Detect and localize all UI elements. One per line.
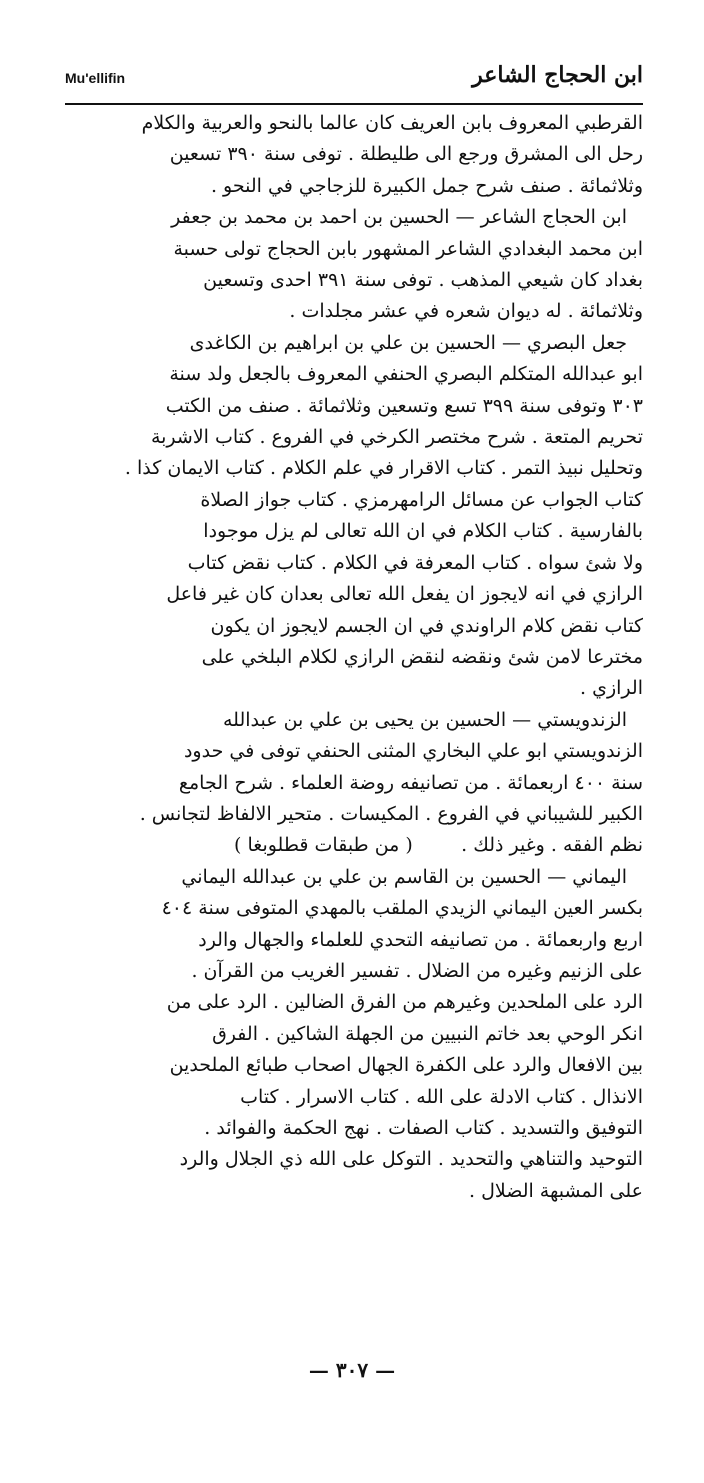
text-line: تحريم المتعة . شرح مختصر الكرخي في الفروع . كتاب الاشربة <box>150 426 643 449</box>
header-rule <box>65 103 643 105</box>
text-line: بغداد كان شيعي المذهب . توفى سنة ٣٩١ احدى وتسعين <box>203 269 643 292</box>
text-line: ولا شئ سواه . كتاب المعرفة في الكلام . كتاب نقض كتاب <box>187 551 643 574</box>
text-line: الانذال . كتاب الادلة على الله . كتاب الاسرار . كتاب <box>240 1085 643 1108</box>
header-transliteration: Mu'ellifin <box>65 70 126 86</box>
text-line: بين الافعال والرد على الكفرة الجهال اصحاب طبائع الملحدين <box>169 1054 643 1077</box>
text-line: التوفيق والتسديد . كتاب الصفات . نهج الحكمة والفوائد . <box>204 1117 643 1139</box>
running-header <box>65 60 643 100</box>
text-line: الزندويستي ابو علي البخاري المثنى الحنفي توفى في حدود <box>183 740 643 763</box>
body-text <box>65 108 643 1207</box>
text-line: ابو عبدالله المتكلم البصري الحنفي المعروف بالجعل ولد سنة <box>169 363 643 386</box>
entry-heading-line: جعل البصري — الحسين بن علي بن ابراهيم بن الكاغدى <box>189 331 627 354</box>
text-line: سنة ٤٠٠ اربعمائة . من تصانيفه روضة العلماء . شرح الجامع <box>178 771 643 794</box>
text-line: الرد على الملحدين وغيرهم من الفرق الضالين . الرد على من <box>166 991 643 1014</box>
text-line: الكبير للشيباني في الفروع . المكيسات . متحير الالفاظ لتجانس . <box>139 802 643 825</box>
text-line: القرطبي المعروف بابن العريف كان عالما بالنحو والعربية والكلام <box>141 112 643 134</box>
text-line: نظم الفقه . وغير ذلك . ( من طبقات قطلوبغا ) <box>234 834 643 857</box>
page-number: — ٣٠٧ — <box>308 1358 396 1382</box>
text-line: كتاب الجواب عن مسائل الرامهرمزي . كتاب جواز الصلاة <box>200 488 643 511</box>
text-line: اربع واربعمائة . من تصانيفه التحدي للعلماء والجهال والرد <box>198 928 643 951</box>
text-line: بالفارسية . كتاب الكلام في ان الله تعالى لم يزل موجودا <box>203 520 643 543</box>
text-line: على الزنيم وغيره من الضلال . تفسير الغريب من القرآن . <box>191 959 643 982</box>
text-line: كتاب نقض كلام الراوندي في ان الجسم لايجوز ان يكون <box>210 614 643 637</box>
entry-heading-line: الزندويستي — الحسين بن يحيى بن علي بن عبدالله <box>222 708 627 731</box>
text-line: الرازي . <box>580 677 643 700</box>
text-line: وثلاثمائة . صنف شرح جمل الكبيرة للزجاجي في النحو . <box>210 174 643 197</box>
text-line: وثلاثمائة . له ديوان شعره في عشر مجلدات . <box>289 300 643 323</box>
text-line: الرازي في انه لايجوز ان يفعل الله تعالى بعدان كان غير فاعل <box>166 583 643 606</box>
text-line: رحل الى المشرق ورجع الى طليطلة . توفى سنة ٣٩٠ تسعين <box>169 143 643 166</box>
text-line: التوحيد والتناهي والتحديد . التوكل على الله ذي الجلال والرد <box>179 1148 643 1171</box>
text-line: وتحليل نبيذ التمر . كتاب الاقرار في علم الكلام . كتاب الايمان كذا . <box>124 457 643 480</box>
entry-heading-line: اليماني — الحسين بن القاسم بن علي بن عبدالله اليماني <box>181 865 627 888</box>
text-line: انكر الوحي بعد خاتم النبيين من الجهلة الشاكين . الفرق <box>212 1022 643 1045</box>
text-line: على المشبهة الضلال . <box>469 1179 643 1202</box>
text-line: ٣٠٣ وتوفى سنة ٣٩٩ تسع وتسعين وثلاثمائة . صنف من الكتب <box>165 394 643 417</box>
text-line: ابن محمد البغدادي الشاعر المشهور بابن الحجاج تولى حسبة <box>173 237 643 260</box>
entry-heading-line: ابن الحجاج الشاعر — الحسين بن احمد بن محمد بن جعفر <box>171 206 627 229</box>
text-line: مخترعا لامن شئ ونقضه لنقض الرازي لكلام البلخي على <box>201 645 643 668</box>
text-line: بكسر العين اليماني الزيدي الملقب بالمهدي المتوفى سنة ٤٠٤ <box>161 897 643 920</box>
header-title: ابن الحجاج الشاعر <box>472 62 643 88</box>
